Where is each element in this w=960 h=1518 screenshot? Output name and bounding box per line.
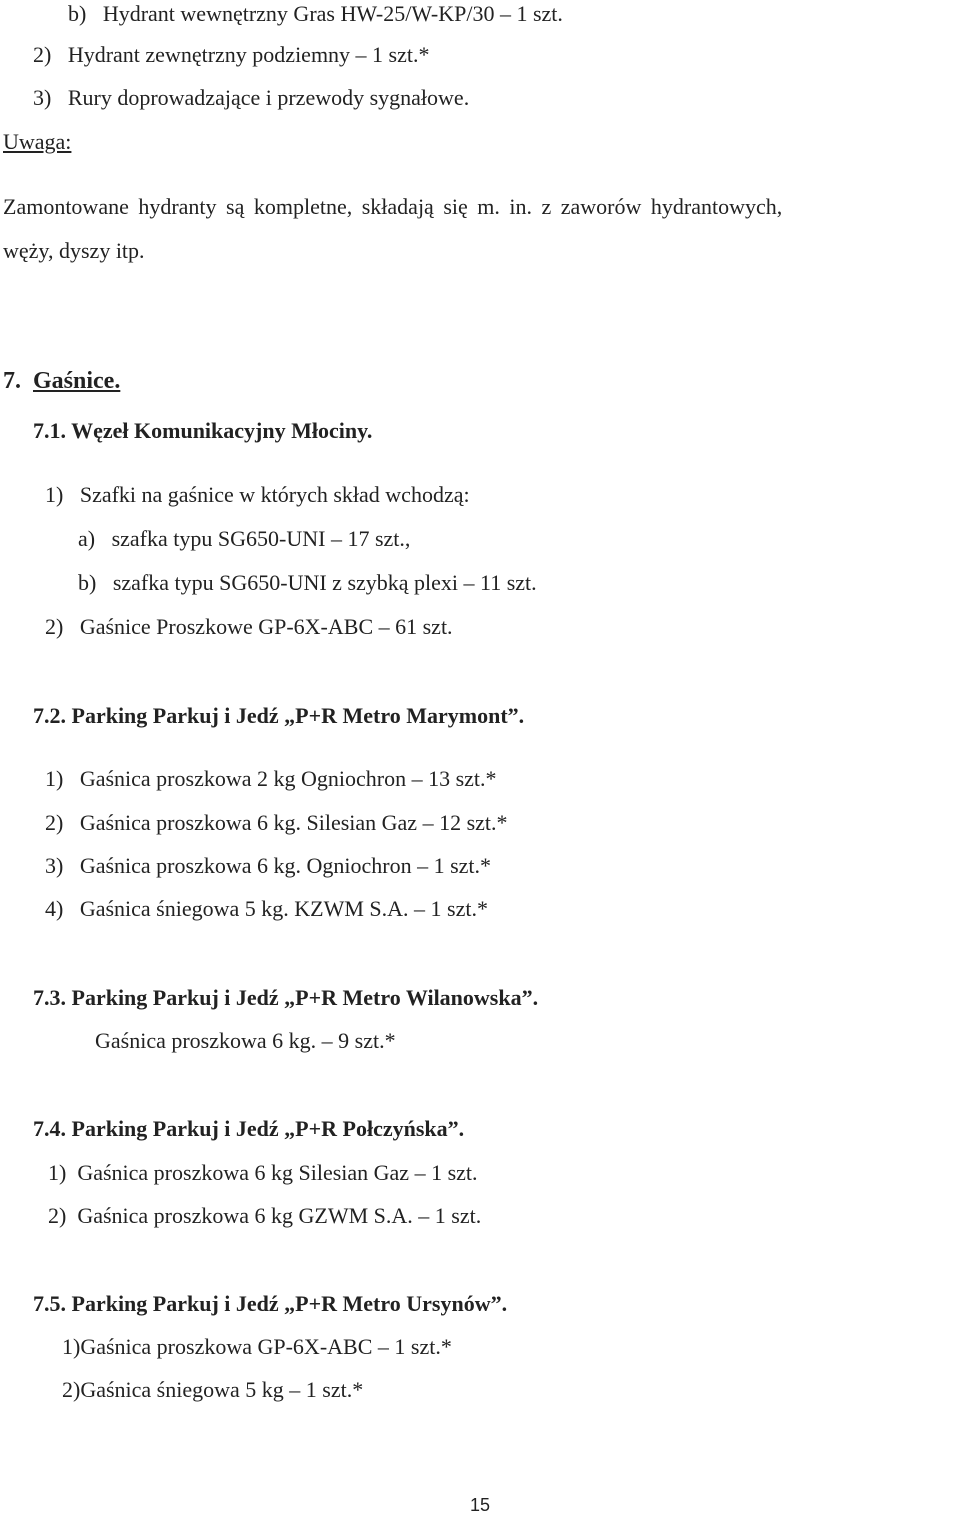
list-marker: 3) [45, 853, 64, 878]
subsection-title: Parking Parkuj i Jedź „P+R Połczyńska”. [71, 1116, 465, 1141]
list-marker: 4) [45, 896, 64, 921]
list-text: Gaśnica proszkowa 6 kg. Ogniochron – 1 szt.* [79, 853, 492, 878]
list-item [45, 766, 497, 792]
list-item: Gaśnica proszkowa 6 kg. – 9 szt.* [95, 1028, 396, 1053]
list-item [45, 614, 453, 640]
list-marker: b) [78, 570, 97, 595]
list-marker: 1) [45, 482, 64, 507]
list-item: 2)Gaśnica śniegowa 5 kg – 1 szt.* [62, 1377, 364, 1402]
list-item [78, 526, 410, 552]
list-marker: 1) [48, 1160, 67, 1185]
list-marker: 2) [45, 614, 64, 639]
list-marker: a) [78, 526, 96, 551]
list-text: Hydrant zewnętrzny podziemny – 1 szt.* [67, 42, 430, 67]
list-text: Gaśnica proszkowa 6 kg GZWM S.A. – 1 szt. [77, 1203, 482, 1228]
subsection-heading [33, 985, 538, 1011]
subsection-number: 7.1. [33, 418, 66, 443]
list-marker: b) [68, 1, 87, 26]
list-text: Szafki na gaśnice w których skład wchodzą: [79, 482, 470, 507]
list-text: Gaśnica śniegowa 5 kg. KZWM S.A. – 1 szt.* [79, 896, 488, 921]
subsection-heading [33, 1116, 464, 1142]
list-marker: 3) [33, 85, 52, 110]
page-number: 15 [470, 1495, 491, 1515]
list-item [78, 570, 537, 596]
list-text: szafka typu SG650-UNI z szybką plexi – 11 szt. [112, 570, 537, 595]
list-text: Gaśnica proszkowa 6 kg. Silesian Gaz – 12 szt.* [79, 810, 508, 835]
note-line-2: węży, dyszy itp. [3, 238, 145, 263]
subsection-number: 7.5. [33, 1291, 66, 1316]
section-title: Gaśnice. [33, 368, 121, 394]
list-text: szafka typu SG650-UNI – 17 szt., [111, 526, 411, 551]
list-item [33, 42, 430, 68]
list-item [45, 853, 491, 879]
note-label: Uwaga: [3, 129, 72, 154]
subsection-number: 7.3. [33, 985, 66, 1010]
subsection-number: 7.2. [33, 703, 66, 728]
subsection-title: Parking Parkuj i Jedź „P+R Metro Marymont”. [71, 703, 525, 728]
subsection-title: Węzeł Komunikacyjny Młociny. [71, 418, 373, 443]
list-text: Gaśnica proszkowa 2 kg Ogniochron – 13 szt.* [79, 766, 497, 791]
list-marker: 2) [33, 42, 52, 67]
list-item [33, 85, 469, 111]
list-text: Gaśnica proszkowa 6 kg Silesian Gaz – 1 szt. [77, 1160, 478, 1185]
list-item [68, 1, 563, 27]
subsection-heading [33, 703, 524, 729]
list-item: 1)Gaśnica proszkowa GP-6X-ABC – 1 szt.* [62, 1334, 452, 1359]
subsection-heading [33, 1291, 507, 1317]
subsection-title: Parking Parkuj i Jedź „P+R Metro Ursynów”. [71, 1291, 508, 1316]
list-item [48, 1160, 478, 1186]
note-line-1: Zamontowane hydranty są kompletne, składają się m. in. z zaworów hydrantowych, [3, 194, 783, 219]
list-text: Hydrant wewnętrzny Gras HW-25/W-KP/30 – 1 szt. [102, 1, 563, 26]
list-text: Gaśnice Proszkowe GP-6X-ABC – 61 szt. [79, 614, 453, 639]
list-marker: 1) [45, 766, 64, 791]
list-item [45, 810, 508, 836]
list-item [48, 1203, 481, 1229]
list-text: Rury doprowadzające i przewody sygnałowe. [67, 85, 470, 110]
list-marker: 2) [48, 1203, 67, 1228]
list-marker: 2) [45, 810, 64, 835]
list-item [45, 482, 470, 508]
section-number: 7. [3, 368, 21, 394]
subsection-heading [33, 418, 372, 444]
list-item [45, 896, 488, 922]
subsection-title: Parking Parkuj i Jedź „P+R Metro Wilanowska”. [71, 985, 539, 1010]
subsection-number: 7.4. [33, 1116, 66, 1141]
section-heading [3, 368, 120, 394]
